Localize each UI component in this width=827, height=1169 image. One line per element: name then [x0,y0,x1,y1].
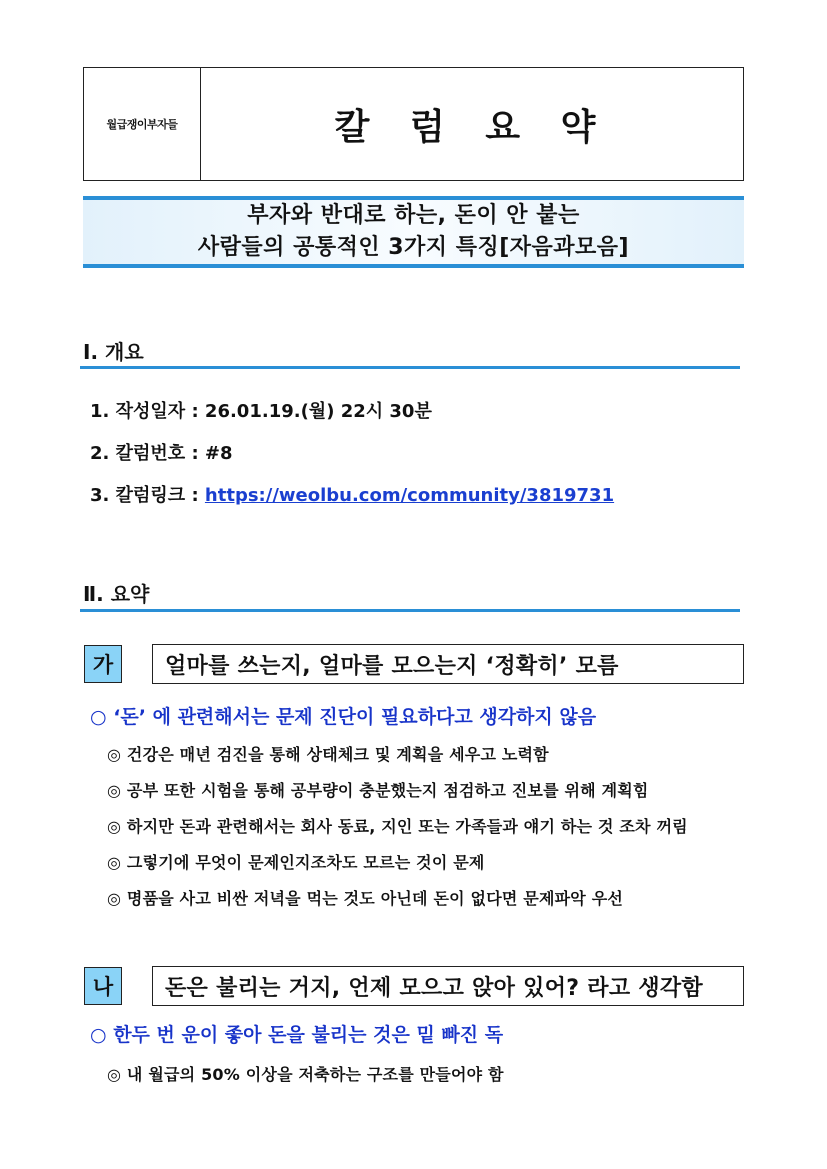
info-date-value: 26.01.19.(월) 22시 30분 [204,401,432,422]
info-number-label: 2. 칼럼번호 : [90,443,205,464]
bullet-ga-3: ◎ 하지만 돈과 관련해서는 회사 동료, 지인 또는 가족들과 얘기 하는 것 조차 꺼림 [107,817,688,836]
info-link-label: 3. 칼럼링크 : [90,485,205,506]
section-summary-title: Ⅱ. 요약 [83,582,150,606]
column-title-line-1: 부자와 반대로 하는, 돈이 안 붙는 [247,203,580,228]
bullet-ga-4: ◎ 그렇기에 무엇이 문제인지조차도 모르는 것이 문제 [107,853,485,872]
bullet-na-1: ◎ 내 월급의 50% 이상을 저축하는 구조를 만들어야 함 [107,1065,504,1084]
item-point-ga: ○ ‘돈’ 에 관련해서는 문제 진단이 필요하다고 생각하지 않음 [90,706,597,728]
section-overview-title: Ⅰ. 개요 [83,340,144,364]
item-heading-na: 돈은 불리는 거지, 언제 모으고 앉아 있어? 라고 생각함 [152,966,744,1006]
info-date [90,397,432,423]
info-number-value: #8 [204,443,233,464]
item-badge-na: 나 [84,967,122,1005]
info-date-label: 1. 작성일자 : [90,401,205,422]
column-title-banner [83,196,744,268]
info-number [90,439,233,465]
info-link [90,481,614,507]
column-link[interactable]: https://weolbu.com/community/3819731 [204,485,615,506]
header-box [83,67,744,181]
section-overview-rule [80,366,740,369]
section-summary-rule [80,609,740,612]
column-title-line-2: 사람들의 공통적인 3가지 특징[자음과모음] [197,235,630,260]
bullet-ga-1: ◎ 건강은 매년 검진을 통해 상태체크 및 계획을 세우고 노력함 [107,745,549,764]
item-badge-ga: 가 [84,645,122,683]
item-heading-ga: 얼마를 쓰는지, 얼마를 모으는지 ‘정확히’ 모름 [152,644,744,684]
item-point-na: ○ 한두 번 운이 좋아 돈을 불리는 것은 밑 빠진 독 [90,1024,504,1046]
bullet-ga-2: ◎ 공부 또한 시험을 통해 공부량이 충분했는지 점검하고 진보를 위해 계획힘 [107,781,649,800]
document-title: 칼 럼 요 약 [334,106,610,148]
bullet-ga-5: ◎ 명품을 사고 비싼 저녁을 먹는 것도 아닌데 돈이 없다면 문제파악 우선 [107,889,624,908]
org-name: 월급쟁이부자들 [84,68,201,180]
